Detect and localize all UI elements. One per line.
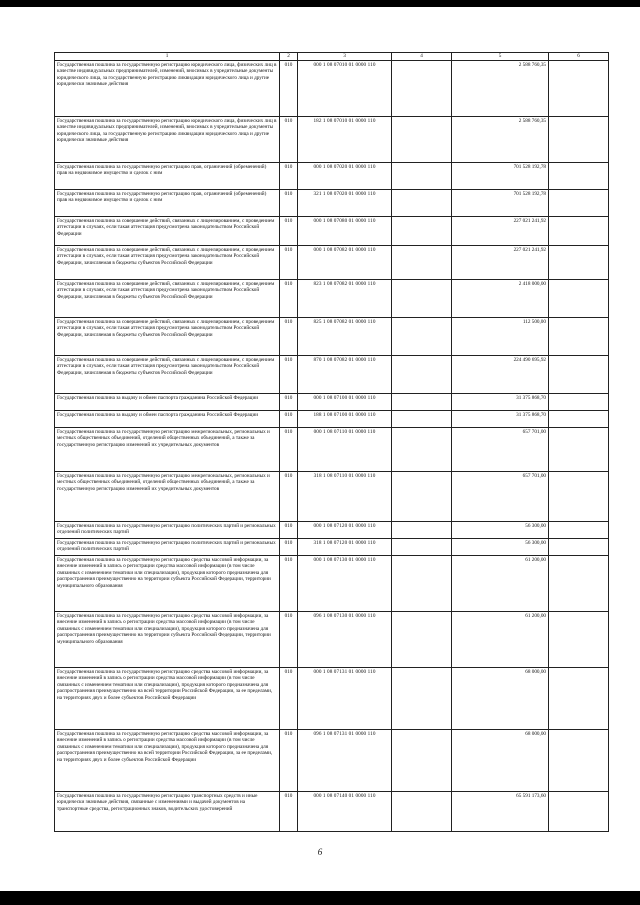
row-kbk: 000 1 08 07020 01 0000 110 — [298, 162, 392, 189]
table-row — [55, 538, 609, 555]
row-kbk: 096 1 08 07131 01 0000 110 — [298, 729, 392, 791]
row-name: Государственная пошлина за совершение действий, связанных с лицензированием, с проведением аттестации в случаях, если такая аттестация предусмотрена законодательством Российской Федерации, зачисляемая в бюджеты субъектов Российской Федерации — [55, 245, 280, 279]
row-kbk: 188 1 08 07100 01 0000 110 — [298, 410, 392, 427]
row-col-4 — [392, 317, 452, 355]
row-kbk: 321 1 08 07020 01 0000 110 — [298, 189, 392, 216]
table-row — [55, 116, 609, 162]
row-amount: 657 701,00 — [452, 471, 549, 521]
row-col-6 — [549, 791, 609, 831]
row-col-4 — [392, 60, 452, 116]
row-amount: 2 588 760,35 — [452, 116, 549, 162]
table-row — [55, 60, 609, 116]
table-row — [55, 189, 609, 216]
row-kbk: 000 1 08 07080 01 0000 110 — [298, 216, 392, 245]
row-amount: 701 528 192,78 — [452, 162, 549, 189]
row-col-4 — [392, 162, 452, 189]
row-col-6 — [549, 317, 609, 355]
header-col-1: 1 — [55, 53, 280, 61]
row-kbk: 096 1 08 07130 01 0000 110 — [298, 611, 392, 667]
row-line-code: 010 — [280, 555, 298, 611]
row-col-4 — [392, 216, 452, 245]
row-col-4 — [392, 729, 452, 791]
table-row — [55, 611, 609, 667]
table-row — [55, 216, 609, 245]
row-kbk: 182 1 08 07010 01 0000 110 — [298, 116, 392, 162]
table-row — [55, 317, 609, 355]
row-line-code: 010 — [280, 471, 298, 521]
table-row — [55, 729, 609, 791]
table-row — [55, 521, 609, 538]
row-col-6 — [549, 279, 609, 317]
row-col-6 — [549, 555, 609, 611]
row-line-code: 010 — [280, 189, 298, 216]
table-row — [55, 355, 609, 393]
row-col-6 — [549, 393, 609, 410]
row-line-code: 010 — [280, 538, 298, 555]
row-amount: 227 021 241,92 — [452, 245, 549, 279]
row-line-code: 010 — [280, 729, 298, 791]
row-col-6 — [549, 667, 609, 729]
row-amount: 2 418 000,00 — [452, 279, 549, 317]
row-col-4 — [392, 189, 452, 216]
row-amount: 61 200,00 — [452, 555, 549, 611]
row-kbk: 000 1 08 07131 01 0000 110 — [298, 667, 392, 729]
row-line-code: 010 — [280, 427, 298, 471]
row-col-4 — [392, 116, 452, 162]
table-row — [55, 393, 609, 410]
row-col-6 — [549, 538, 609, 555]
row-col-4 — [392, 521, 452, 538]
row-col-6 — [549, 189, 609, 216]
row-amount: 61 200,00 — [452, 611, 549, 667]
row-kbk: 000 1 08 07120 01 0000 110 — [298, 521, 392, 538]
row-line-code: 010 — [280, 245, 298, 279]
revenue-table — [54, 52, 609, 832]
row-amount: 112 500,00 — [452, 317, 549, 355]
row-col-4 — [392, 427, 452, 471]
row-col-6 — [549, 611, 609, 667]
row-kbk: 000 1 08 07130 01 0000 110 — [298, 555, 392, 611]
row-line-code: 010 — [280, 116, 298, 162]
scan-top-border — [0, 0, 640, 7]
row-col-6 — [549, 355, 609, 393]
row-col-4 — [392, 791, 452, 831]
row-amount: 68 000,00 — [452, 667, 549, 729]
row-amount: 68 000,00 — [452, 729, 549, 791]
row-col-4 — [392, 245, 452, 279]
row-col-6 — [549, 471, 609, 521]
table-row — [55, 279, 609, 317]
row-col-6 — [549, 427, 609, 471]
row-col-6 — [549, 245, 609, 279]
row-name: Государственная пошлина за государственную регистрацию межрегиональных, региональных и местных общественных объединений, отделений общественных объединений, а также за государственную регистрацию изменений их учредительных документов — [55, 427, 280, 471]
table-row — [55, 162, 609, 189]
row-name: Государственная пошлина за государственную регистрацию транспортных средств и иные юридически значимые действия, связанные с изменениями и выдачей документов на транспортные средства, регистрационных знаков, водительских удостоверений — [55, 791, 280, 831]
row-amount: 657 701,00 — [452, 427, 549, 471]
row-name: Государственная пошлина за государственную регистрацию средства массовой информации, за внесение изменений в запись о регистрации средства массовой информации (в том числе связанных с изменением тематики или специализации), продукция которого предназначена для распространения преимущественно на всей территории Российской Федерации, за ее пределами, на территориях двух и более субъектов Российской Федерации — [55, 729, 280, 791]
row-line-code: 010 — [280, 317, 298, 355]
row-col-4 — [392, 410, 452, 427]
row-name: Государственная пошлина за совершение действий, связанных с лицензированием, с проведением аттестации в случаях, если такая аттестация предусмотрена законодательством Российской Федерации, зачисляемая в бюджеты субъектов Российской Федерации — [55, 317, 280, 355]
row-col-4 — [392, 393, 452, 410]
row-name: Государственная пошлина за совершение действий, связанных с лицензированием, с проведением аттестации в случаях, если такая аттестация предусмотрена законодательством Российской Федерации, зачисляемая в бюджеты субъектов Российской Федерации — [55, 355, 280, 393]
row-kbk: 000 1 08 07110 01 0000 110 — [298, 427, 392, 471]
table-row — [55, 410, 609, 427]
table-row — [55, 791, 609, 831]
row-col-4 — [392, 611, 452, 667]
row-line-code: 010 — [280, 279, 298, 317]
header-col-6: 6 — [549, 53, 609, 61]
row-kbk: 318 1 08 07120 01 0000 110 — [298, 538, 392, 555]
row-amount: 31 375 868,70 — [452, 393, 549, 410]
row-name: Государственная пошлина за выдачу и обмен паспорта гражданина Российской Федерации — [55, 410, 280, 427]
table-row — [55, 667, 609, 729]
row-amount: 56 300,00 — [452, 521, 549, 538]
page-number: 6 — [317, 847, 323, 857]
row-name: Государственная пошлина за выдачу и обмен паспорта гражданина Российской Федерации — [55, 393, 280, 410]
row-kbk: 823 1 08 07082 01 0000 110 — [298, 279, 392, 317]
row-col-6 — [549, 116, 609, 162]
row-col-4 — [392, 279, 452, 317]
row-col-4 — [392, 555, 452, 611]
row-col-6 — [549, 521, 609, 538]
table-header-row — [55, 53, 609, 61]
row-name: Государственная пошлина за совершение действий, связанных с лицензированием, с проведением аттестации в случаях, если такая аттестация предусмотрена законодательством Российской Федерации — [55, 216, 280, 245]
row-line-code: 010 — [280, 667, 298, 729]
row-line-code: 010 — [280, 611, 298, 667]
row-amount: 2 588 760,35 — [452, 60, 549, 116]
row-col-6 — [549, 729, 609, 791]
row-name: Государственная пошлина за государственную регистрацию политических партий и региональных отделений политических партий — [55, 521, 280, 538]
row-col-4 — [392, 355, 452, 393]
row-line-code: 010 — [280, 216, 298, 245]
row-kbk: 000 1 08 07010 01 0000 110 — [298, 60, 392, 116]
row-amount: 56 300,00 — [452, 538, 549, 555]
row-amount: 31 375 868,70 — [452, 410, 549, 427]
row-line-code: 010 — [280, 60, 298, 116]
table-row — [55, 427, 609, 471]
header-col-3: 3 — [298, 53, 392, 61]
header-col-5: 5 — [452, 53, 549, 61]
row-line-code: 010 — [280, 791, 298, 831]
row-col-4 — [392, 471, 452, 521]
row-col-4 — [392, 538, 452, 555]
row-kbk: 825 1 08 07082 01 0000 110 — [298, 317, 392, 355]
row-amount: 224 490 695,92 — [452, 355, 549, 393]
row-kbk: 000 1 08 07082 01 0000 110 — [298, 245, 392, 279]
row-name: Государственная пошлина за государственную регистрацию юридического лица, физических лиц в качестве индивидуальных предпринимателей, изменений, вносимых в учредительные документы юридического лица, за государственную регистрацию ликвидации юридического лица и другие юридически значимые действия — [55, 116, 280, 162]
row-name: Государственная пошлина за государственную регистрацию прав, ограничений (обременений) прав на недвижимое имущество и сделок с ним — [55, 162, 280, 189]
scan-bottom-border — [0, 891, 640, 905]
row-col-6 — [549, 410, 609, 427]
row-line-code: 010 — [280, 410, 298, 427]
row-name: Государственная пошлина за государственную регистрацию прав, ограничений (обременений) прав на недвижимое имущество и сделок с ним — [55, 189, 280, 216]
table-row — [55, 555, 609, 611]
row-amount: 227 021 241,92 — [452, 216, 549, 245]
table-row — [55, 245, 609, 279]
row-amount: 701 528 192,78 — [452, 189, 549, 216]
row-col-4 — [392, 667, 452, 729]
row-name: Государственная пошлина за государственную регистрацию юридического лица, физических лиц в качестве индивидуальных предпринимателей, изменений, вносимых в учредительные документы юридического лица, за государственную регистрацию ликвидации юридического лица и другие юридически значимые действия — [55, 60, 280, 116]
row-name: Государственная пошлина за государственную регистрацию средства массовой информации, за внесение изменений в запись о регистрации средства массовой информации (в том числе связанных с изменением тематики или специализации), продукция которого предназначена для распространения преимущественно на всей территории Российской Федерации, за ее пределами, на территориях двух и более субъектов Российской Федерации — [55, 667, 280, 729]
header-col-2: 2 — [280, 53, 298, 61]
row-line-code: 010 — [280, 162, 298, 189]
row-name: Государственная пошлина за государственную регистрацию средства массовой информации, за внесение изменений в запись о регистрации средства массовой информации (в том числе связанных с изменением тематики или специализации), продукция которого предназначена для распространения преимущественно на территории субъекта Российской Федерации, территории муниципального образования — [55, 611, 280, 667]
row-kbk: 000 1 08 07100 01 0000 110 — [298, 393, 392, 410]
row-kbk: 000 1 08 07140 01 0000 110 — [298, 791, 392, 831]
row-amount: 65 591 173,60 — [452, 791, 549, 831]
row-kbk: 318 1 08 07110 01 0000 110 — [298, 471, 392, 521]
row-col-6 — [549, 216, 609, 245]
row-line-code: 010 — [280, 355, 298, 393]
row-name: Государственная пошлина за государственную регистрацию политических партий и региональных отделений политических партий — [55, 538, 280, 555]
row-col-6 — [549, 60, 609, 116]
row-name: Государственная пошлина за государственную регистрацию межрегиональных, региональных и местных общественных объединений, отделений общественных объединений, а также за государственную регистрацию изменений их учредительных документов — [55, 471, 280, 521]
header-col-4: 4 — [392, 53, 452, 61]
row-name: Государственная пошлина за государственную регистрацию средства массовой информации, за внесение изменений в запись о регистрации средства массовой информации (в том числе связанных с изменением тематики или специализации), продукция которого предназначена для распространения преимущественно на территории субъекта Российской Федерации, территории муниципального образования — [55, 555, 280, 611]
table-row — [55, 471, 609, 521]
row-line-code: 010 — [280, 521, 298, 538]
row-kbk: 870 1 08 07082 01 0000 110 — [298, 355, 392, 393]
row-line-code: 010 — [280, 393, 298, 410]
row-col-6 — [549, 162, 609, 189]
row-name: Государственная пошлина за совершение действий, связанных с лицензированием, с проведением аттестации в случаях, если такая аттестация предусмотрена законодательством Российской Федерации, зачисляемая в бюджеты субъектов Российской Федерации — [55, 279, 280, 317]
